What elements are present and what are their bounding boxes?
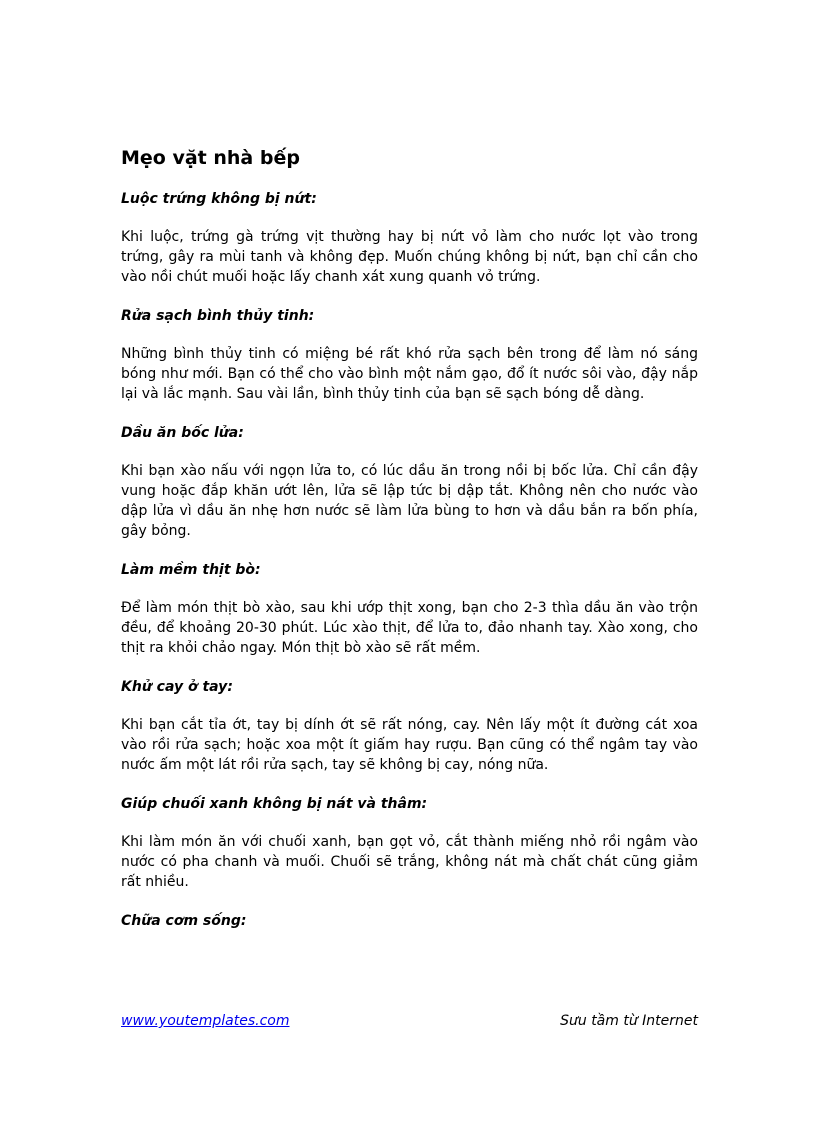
tip-heading <box>121 793 698 815</box>
source-note: Sưu tầm từ Internet <box>560 1013 698 1029</box>
tip-body: Khi làm món ăn với chuối xanh, bạn gọt vỏ, cắt thành miếng nhỏ rồi ngâm vào nước có pha chanh và muối. Chuối sẽ trắng, không nát mà chất chát cũng giảm rất nhiều. <box>121 834 698 890</box>
tip-heading <box>121 305 698 327</box>
tip-heading-colon: : <box>227 679 233 695</box>
tip-body: Để làm món thịt bò xào, sau khi ướp thịt xong, bạn cho 2-3 thìa dầu ăn vào trộn đều, để khoảng 20-30 phút. Lúc xào thịt, để lửa to, đảo nhanh tay. Xào xong, cho thịt ra khỏi chảo ngay. Món thịt bò xào sẽ rất mềm. <box>121 600 698 656</box>
tip-heading-text: Dầu ăn bốc lửa <box>121 425 239 441</box>
document-page <box>121 0 698 1123</box>
tip-heading <box>121 559 698 581</box>
tip-item <box>121 559 698 658</box>
tip-heading-text: Làm mềm thịt bò <box>121 562 256 578</box>
tip-heading-colon: : <box>311 191 317 207</box>
tip-heading <box>121 188 698 210</box>
tip-heading <box>121 910 698 932</box>
tip-heading-text: Chữa cơm sống <box>121 913 241 929</box>
tip-item <box>121 910 698 932</box>
tip-heading-text: Khử cay ở tay <box>121 679 228 695</box>
page-title: Mẹo vặt nhà bếp <box>121 147 300 169</box>
tip-body: Những bình thủy tinh có miệng bé rất khó rửa sạch bên trong để làm nó sáng bóng như mới. Bạn có thể cho vào bình một nắm gạo, đổ ít nước sôi vào, đậy nắp lại và lắc mạnh. Sau vài lần, bình thủy tinh của bạn sẽ sạch bóng dễ dàng. <box>121 346 698 402</box>
tip-item <box>121 188 698 287</box>
tip-heading-colon: : <box>308 308 315 324</box>
tip-heading-colon: : <box>421 796 428 812</box>
tip-body: Khi bạn cắt tỉa ớt, tay bị dính ớt sẽ rất nóng, cay. Nên lấy một ít đường cát xoa vào rồi rửa sạch; hoặc xoa một ít giấm hay rượu. Bạn cũng có thể ngâm tay vào nước ấm một lát rồi rửa sạch, tay sẽ không bị cay, nóng nữa. <box>121 717 698 773</box>
tip-heading <box>121 422 698 444</box>
tip-body: Khi luộc, trứng gà trứng vịt thường hay bị nứt vỏ làm cho nước lọt vào trong trứng, gây ra mùi tanh và không đẹp. Muốn chúng không bị nứt, bạn chỉ cần cho vào nồi chút muối hoặc lấy chanh xát xung quanh vỏ trứng. <box>121 229 698 285</box>
tip-heading-text: Rửa sạch bình thủy tinh <box>121 308 309 324</box>
tip-body: Khi bạn xào nấu với ngọn lửa to, có lúc dầu ăn trong nồi bị bốc lửa. Chỉ cần đậy vung hoặc đắp khăn ướt lên, lửa sẽ lập tức bị dập tắt. Không nên cho nước vào dập lửa vì dầu ăn nhẹ hơn nước sẽ làm lửa bùng to hơn và dầu bắn ra bốn phía, gây bỏng. <box>121 463 698 539</box>
tip-item <box>121 676 698 775</box>
tip-heading-text: Giúp chuối xanh không bị nát và thâm <box>121 796 422 812</box>
tip-item <box>121 793 698 892</box>
tip-heading-text: Luộc trứng không bị nứt <box>121 191 312 207</box>
tip-item <box>121 422 698 541</box>
tip-heading-colon: : <box>240 913 247 929</box>
website-link[interactable]: www.youtemplates.com <box>121 1013 290 1029</box>
tips-list <box>121 188 698 932</box>
tip-heading-colon: : <box>238 425 244 441</box>
page-footer <box>121 1011 698 1031</box>
tip-item <box>121 305 698 404</box>
tip-heading-colon: : <box>255 562 261 578</box>
tip-heading <box>121 676 698 698</box>
